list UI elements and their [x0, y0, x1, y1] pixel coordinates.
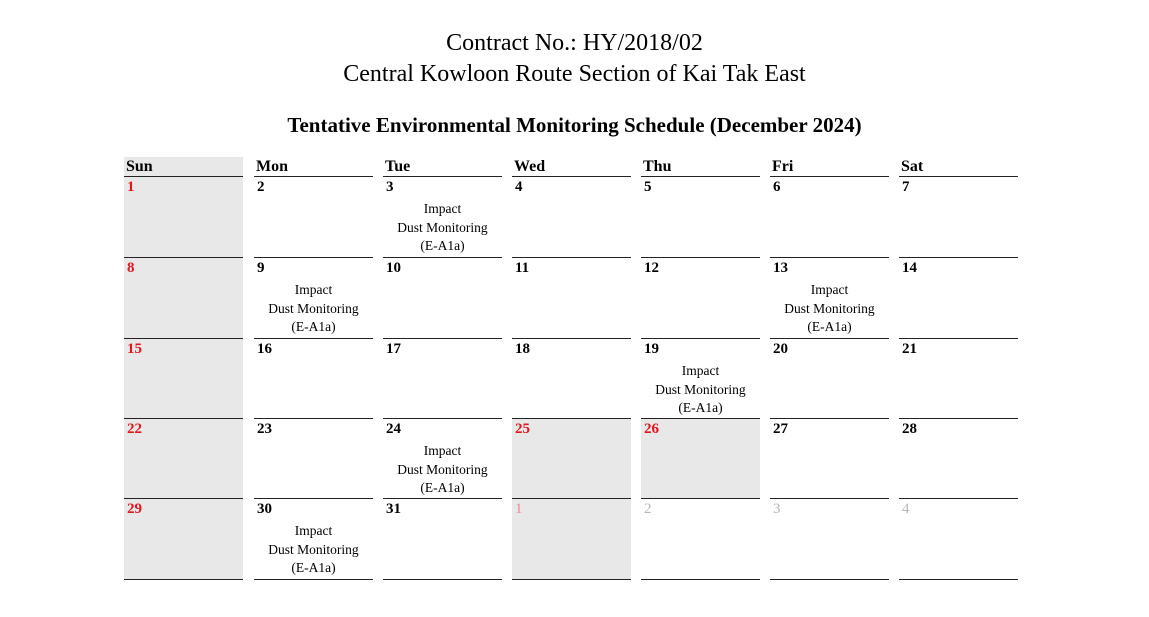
day-cell — [254, 419, 373, 499]
day-cell — [770, 499, 889, 580]
day-cell — [254, 499, 373, 580]
day-cell — [512, 339, 631, 419]
event-line: Dust Monitoring — [655, 381, 746, 397]
event-line: Impact — [423, 443, 462, 458]
day-cell — [770, 419, 889, 499]
day-number: 18 — [515, 341, 530, 357]
weekday-header-wed: Wed — [512, 157, 631, 177]
monitoring-event — [641, 362, 760, 418]
event-line: Impact — [681, 363, 720, 378]
weekday-header-sat: Sat — [899, 157, 1018, 177]
event-line: (E-A1a) — [420, 480, 465, 495]
day-cell — [124, 258, 243, 339]
day-number: 27 — [773, 421, 788, 437]
day-number: 11 — [515, 260, 530, 276]
day-cell — [899, 177, 1018, 258]
contract-number: Contract No.: HY/2018/02 — [446, 30, 703, 56]
day-cell — [512, 258, 631, 339]
day-number: 23 — [257, 421, 272, 437]
day-cell — [641, 177, 760, 258]
day-number: 9 — [257, 260, 265, 276]
day-cell — [641, 499, 760, 580]
monitoring-event — [383, 200, 502, 256]
event-line: (E-A1a) — [678, 400, 723, 415]
day-cell — [641, 258, 760, 339]
day-number: 1 — [127, 179, 135, 195]
day-number: 1 — [515, 501, 523, 517]
day-number: 12 — [644, 260, 659, 276]
weekday-header-mon: Mon — [254, 157, 373, 177]
day-cell — [383, 419, 502, 499]
day-cell — [899, 339, 1018, 419]
weekday-header-thu: Thu — [641, 157, 760, 177]
day-cell — [383, 499, 502, 580]
day-number: 17 — [386, 341, 401, 357]
day-cell — [641, 339, 760, 419]
event-line: (E-A1a) — [291, 560, 336, 575]
day-cell — [254, 177, 373, 258]
day-cell — [899, 419, 1018, 499]
day-cell — [254, 339, 373, 419]
day-cell — [124, 177, 243, 258]
monitoring-event — [770, 281, 889, 337]
event-line: (E-A1a) — [420, 238, 465, 253]
event-line: Dust Monitoring — [397, 461, 488, 477]
day-cell — [124, 339, 243, 419]
day-number: 28 — [902, 421, 917, 437]
event-line: Impact — [294, 523, 333, 538]
day-cell — [512, 177, 631, 258]
day-number: 21 — [902, 341, 917, 357]
day-cell — [770, 339, 889, 419]
monitoring-event — [383, 442, 502, 498]
day-cell — [383, 339, 502, 419]
day-number: 20 — [773, 341, 788, 357]
day-cell — [124, 419, 243, 499]
event-line: Dust Monitoring — [784, 300, 875, 316]
event-line: Dust Monitoring — [268, 300, 359, 316]
day-number: 8 — [127, 260, 135, 276]
day-cell — [770, 177, 889, 258]
day-number: 16 — [257, 341, 272, 357]
day-number: 14 — [902, 260, 917, 276]
day-number: 2 — [257, 179, 265, 195]
day-number: 24 — [386, 421, 401, 437]
event-line: Dust Monitoring — [397, 219, 488, 235]
monitoring-event — [254, 522, 373, 578]
day-cell — [899, 499, 1018, 580]
day-number: 5 — [644, 179, 652, 195]
day-number: 4 — [902, 501, 910, 517]
day-number: 22 — [127, 421, 142, 437]
day-number: 10 — [386, 260, 401, 276]
weekday-header-sun: Sun — [124, 157, 243, 177]
day-number: 25 — [515, 421, 530, 437]
day-number: 13 — [773, 260, 788, 276]
day-number: 26 — [644, 421, 659, 437]
project-name: Central Kowloon Route Section of Kai Tak East — [343, 61, 806, 87]
day-number: 6 — [773, 179, 781, 195]
event-line: Impact — [423, 201, 462, 216]
weekday-header-tue: Tue — [383, 157, 502, 177]
day-cell — [124, 499, 243, 580]
event-line: Impact — [294, 282, 333, 297]
event-line: Dust Monitoring — [268, 541, 359, 557]
day-number: 31 — [386, 501, 401, 517]
day-cell — [899, 258, 1018, 339]
day-cell — [512, 499, 631, 580]
day-cell — [770, 258, 889, 339]
day-number: 3 — [773, 501, 781, 517]
day-number: 30 — [257, 501, 272, 517]
day-cell — [641, 419, 760, 499]
day-number: 7 — [902, 179, 910, 195]
day-number: 15 — [127, 341, 142, 357]
day-number: 2 — [644, 501, 652, 517]
schedule-title: Tentative Environmental Monitoring Schedule (December 2024) — [287, 113, 862, 137]
event-line: (E-A1a) — [291, 319, 336, 334]
day-number: 29 — [127, 501, 142, 517]
day-number: 19 — [644, 341, 659, 357]
weekday-header-fri: Fri — [770, 157, 889, 177]
event-line: (E-A1a) — [807, 319, 852, 334]
day-cell — [512, 419, 631, 499]
day-number: 4 — [515, 179, 523, 195]
event-line: Impact — [810, 282, 849, 297]
day-cell — [254, 258, 373, 339]
day-cell — [383, 177, 502, 258]
monitoring-event — [254, 281, 373, 337]
day-number: 3 — [386, 179, 394, 195]
day-cell — [383, 258, 502, 339]
